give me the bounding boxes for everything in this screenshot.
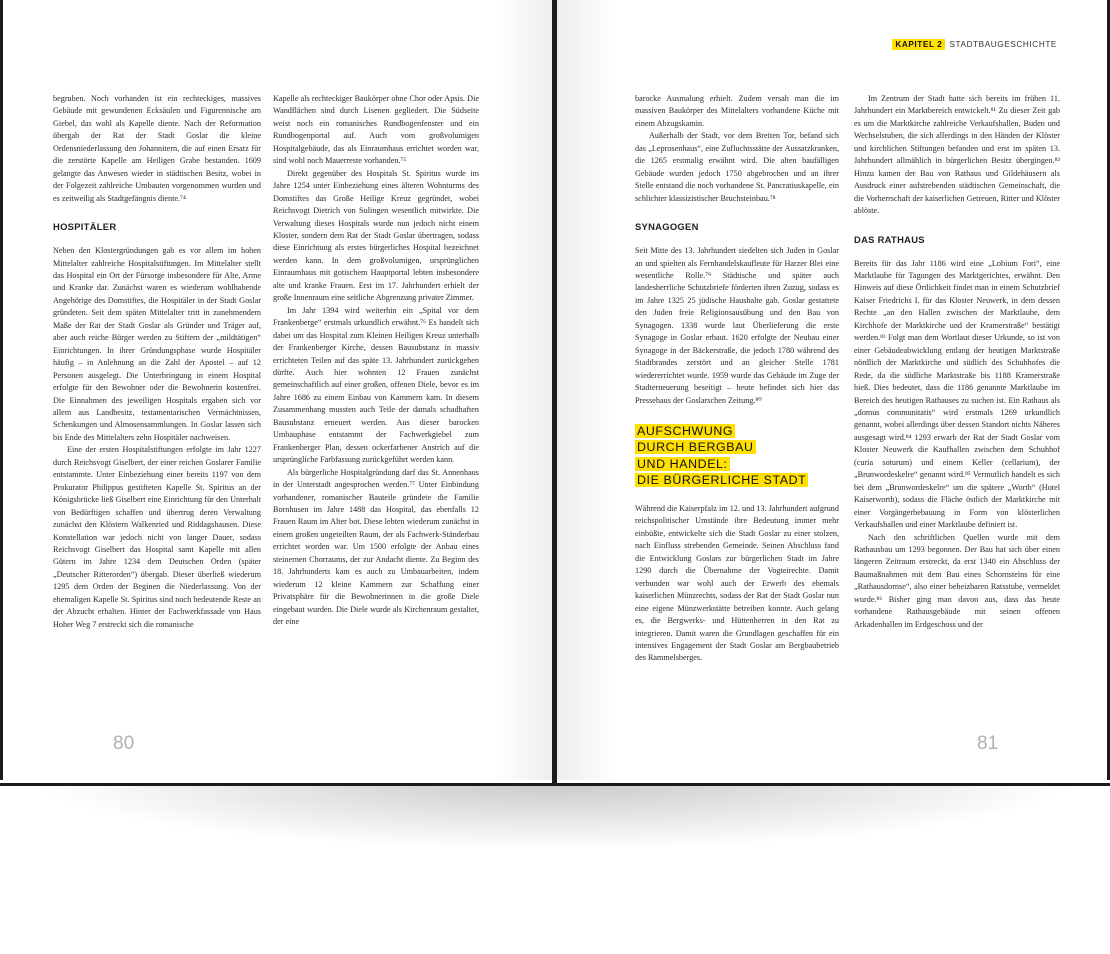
section-heading-synagogen: SYNAGOGEN (635, 221, 699, 233)
page-number-right: 81 (977, 733, 999, 754)
paragraph: Im Zentrum der Stadt hatte sich bereits im frühen 11. Jahrhundert ein Marktbereich entwickelt.⁸¹ Zu dieser Zeit gab es um die Marktkirche zahlreiche Verkaufshallen, Buden und Wechselstuben, die sich allerdings in den Händen der Klöster und kirchlichen Stiftungen befanden und erst im späten 13. Jahrhundert allmählich in bürgerlichen Besitz übergingen.⁸² Hinzu kamen der Bau von Rathaus und Gildehäusern als Ausdruck einer aufstrebenden städtischen Gemeinschaft, die die Vorherrschaft der kaiserlichen Getreuen, Ritter und Klöster ablöste. (854, 94, 1060, 216)
paragraph: Außerhalb der Stadt, vor dem Breiten Tor, befand sich das „Leprosenhaus“, eine Zufluchtsstätte der Aussatzkranken, die 1265 erstmalig erwähnt wird. Die alten baufälligen Gebäude wurden jedoch 1750 abgebrochen und an ihrer Stelle entstand die noch vorhandene St. Pancratiuskapelle, ein schlichter klassizistischer Bruchsteinbau.⁷⁸ (635, 131, 839, 203)
page-number-left: 80 (113, 733, 135, 754)
paragraph: Kapelle als rechteckiger Baukörper ohne Chor oder Apsis. Die Wandflächen sind durch Lisenen gegliedert. Die Südseite weist noch ein romanisches Rundbogenfenster und ein Rundbogenportal auf. Auch vom großvolumigen Hospitalgebäude, das als Einraumhaus errichtet worden war, sind wohl noch Mauerreste vorhanden.⁷⁵ (273, 94, 479, 166)
left-page-column-2 (273, 93, 479, 628)
paragraph: Im Jahr 1394 wird weiterhin ein „Spital vor dem Frankenberge“ erstmals urkundlich erwähnt.⁷⁶ Es handelt sich dabei um das Hospital zum Kleinen Heiligen Kreuz unterhalb der Frankenberger Kirche, dessen Bausubstanz in massiv errichteten Teilen auf das späte 13. Jahrhundert zurückgehen dürfte. Auch hier wohnten 12 Frauen zunächst gemeinschaftlich auf einer großen, offenen Diele, bevor es im Jahre 1686 zu einem Einbau von Kammern kam. In diesem Zusammenhang mussten auch Teile der damals schadhaften Bausubstanz erneuert werden. Aus dieser barocken Umbauphase entstammt der Fachwerkgiebel zum Frankenberger Plan, dessen ockerfarbener Anstrich auf die ursprüngliche Farbfassung zurückgeführt werden kann. (273, 305, 479, 465)
running-head-section: STADTBAUGESCHICHTE (949, 40, 1057, 49)
section-heading-hospitaeler: HOSPITÄLER (53, 221, 117, 233)
section-heading-rathaus: DAS RATHAUS (854, 233, 925, 245)
paragraph: Direkt gegenüber des Hospitals St. Spiritus wurde im Jahre 1254 unter Einbeziehung eines älteren Wohnturms des Domstiftes das Große Heilige Kreuz gegründet, wobei Reichsvogt Dietrich von Sulingen wesentlich mitwirkte. Die Verwaltung dieses Hospitals wurde nun jedoch nicht einem Kloster, sondern dem Rat der Stadt Goslar übertragen, sodass diese Einrichtung als erstes bürgerliches Hospital bezeichnet werden kann. In dem großvolumigen, ursprünglichen Einraumhaus mit gotischem Hauptportal lebten insbesondere alte und kranke Frauen. Erst im 17. Jahrhundert erhielt der große Innenraum eine seitliche Abgrenzung privater Zimmer. (273, 168, 479, 303)
paragraph: Als bürgerliche Hospitalgründung darf das St. Annenhaus in der Unterstadt angesprochen werden.⁷⁷ Unter Einbindung vorhandener, romanischer Bauteile gründete die Familie Bornhusen im Jahre 1488 das Hospital, das ebenfalls 12 Frauen Raum im Alter bot. Diese lebten wiederum zunächst in einem großen ungeteilten Raum, der als Fachwerk-Ständerbau errichtet worden war. Um 1500 erfolgte der Anbau eines steinernen Chorraums, der zur Andacht diente. Zu Beginn des 18. Jahrhunderts kam es auch zu Umbauarbeiten, indem wiederum 12 kleine Kammern zur Schaffung einer Privatsphäre für die Bewohnerinnen in die große Diele eingebaut wurden. Die Diele wurde als Kirchenraum gestaltet, der eine (273, 467, 479, 627)
right-page (557, 0, 1110, 780)
chapter-title-line: DIE BÜRGERLICHE STADT (637, 473, 807, 488)
left-page (0, 0, 553, 780)
left-page-column-1 (53, 93, 261, 631)
paragraph: Neben den Klostergründungen gab es vor allem im hohen Mittelalter zahlreiche Hospitalstiftungen. Im Mittelalter stellt das Hospital ein Ort der Fürsorge insbesondere für Alte, Arme und Kranke dar. Zunächst waren es wiederum wohlhabende Angehörige des Domstiftes, die Hospitäler in der Stadt Goslar gründeten. Seit dem späten Mittelalter tritt in zunehmendem Maße der Rat der Stadt Goslar als Gründer und Träger auf, aber auch reiche Bürger werden zu Stiftern der „mildtätigen“ Einrichtungen. In ihrer Gründungsphase wurde Hospitäler häufig – in Anlehnung an die Zahl der Apostel – auf 12 Personen ausgelegt. Die Unterbringung in einem Hospital erfolgte für den Bewohner oder die Bewohnerin kostenfrei. Die Einnahmen des jeweiligen Hospitals ergaben sich vor allem aus Landbesitz, testamentarischen Vermächtnissen, Schenkungen und Almosensammlungen. In Goslar lassen sich bis Ende des Mittelalters zehn Hospitäler nachweisen. (53, 246, 261, 442)
paragraph: Seit Mitte des 13. Jahrhundert siedelten sich Juden in Goslar an und spielten als Fernhandelskaufleute für Harzer Blei eine wesentliche Rolle.⁷⁹ Städtische und später auch landesherrliche Schutzbriefe förderten ihren Zuzug, sodass es im Jahre 1325 25 jüdische Haushalte gab. Goslar gestattete den Juden freie Religionsausübung und den Bau von Synagogen. 1338 wurde laut Überlieferung die erste Synagoge in Goslar erbaut. 1620 erfolgte der Neubau einer Synagoge in der Bäckerstraße, die jedoch 1780 während des Stadtbrandes zerstört und an gleicher Stelle 1781 wiedererrichtet wurde. 1959 wurde das Gebäude im Zuge der Stadterneuerung beseitigt – heute befindet sich hier das Pressehaus der Goslarschen Zeitung.⁸⁰ (635, 246, 839, 405)
chapter-title (635, 423, 839, 489)
paragraph: barocke Ausmalung erhielt. Zudem versah man die im massiven Baukörper des Mittelalters vorhandene Küche mit einem Abzugskamin. (635, 94, 839, 128)
paragraph: Bereits für das Jahr 1186 wird eine „Lobium Fori“, eine Marktlaube für Tagungen des Marktgerichtes, erwähnt. Den Hinweis auf diese Örtlichkeit findet man in einem Schutzbrief Kaiser Friedrichs I. für das Kloster Neuwerk, in dem dessen Rechte „an den Hallen zwischen der Marktlaube, dem Kirchhofe der Marktkirche und der Kramerstraße“ bestätigt werden.⁸³ Folgt man dem Wortlaut dieser Urkunde, so ist von einer Gebäudeabwicklung entlang der heutigen Marktstraße nördlich der Marktkirche und südlich des Schuhhofes die Rede, da die südliche Marktstraße bis 1188 Kramerstraße hieß. Dies bedeutet, dass die 1186 genannte Marktlaube im Bereich des heutigen Rathauses zu suchen ist. Ein Rathaus als „domus communitatis“ wird erstmals 1269 urkundlich genannt, wobei allerdings über dessen Standort nichts Näheres ausgesagt wird.⁸⁴ 1293 erwarb der Rat der Stadt Goslar vom Kloster Neuwerk die Kaufhallen zwischen dem Schuhhof (curia soturum) und einem Keller (cellarium), der „Brunwordeskelre“ genannt wird.⁸⁵ Vermutlich handelt es sich bei dem „Brunwordeskelre“ um die spätere „Worth“ (Hotel Kaiserworth), sodass die Fläche östlich der Marktkirche mit einer Vorgängerbebauung in Form von klösterlichen Verkaufshallen und einer Marktlaube definiert ist. (854, 258, 1060, 530)
right-page-column-2 (854, 93, 1060, 631)
running-head (892, 40, 1057, 49)
paragraph: Eine der ersten Hospitalstiftungen erfolgte im Jahr 1227 durch Reichsvogt Giselbert, der einer reichen Goslarer Familie entstammte. Unter Einbeziehung einer bereits 1197 von dem Prokurator Philippus gestifteten Kapelle St. Spiritus an der Königsbrücke ließ Giselbert eine Einrichtung für den Unterhalt von Bedürftigen schaffen und übertrug deren Verwaltung zunächst den Klöstern Walkenried und Riddagshausen. Diese Konstellation war jedoch nicht von langer Dauer, sodass Reichsvogt Giselbert das Hospital samt Kapelle mit allen Gütern im Jahre 1234 dem Deutschen Orden (später „Deutscher Ritterorden“) übergab. Dieser überließ wiederum 1295 dem Orden der Beginen die Niederlassung. Von der ehemaligen Kapelle St. Spiritus sind noch bedeutende Reste an der Abzucht erhalten. Hinter der Fachwerkfassade von Haus Hoher Weg 7 erstreckt sich die romanische (53, 445, 261, 629)
paragraph: begruben. Noch vorhanden ist ein rechteckiges, massives Gebäude mit gewundenen Ecksäulen und Figurennische am Giebel, das wohl als Kapelle diente. Nach der Reformation übergab der Rat der Stadt Goslar die kleine Ordensniederlassung den Johannitern, die auf einen Ersatz für die zerstörte Kapelle am Heiligen Grabe bestanden. 1609 gelangte das Anwesen wieder in städtischen Besitz, wobei in der Folgezeit zahlreiche Umbauten vorgenommen wurden und es zeitweilig als Stadtgefängnis diente.⁷⁴ (53, 94, 261, 203)
chapter-title-line: DURCH BERGBAU (637, 440, 754, 455)
chapter-tag: KAPITEL 2 (892, 39, 945, 50)
paragraph: Während die Kaiserpfalz im 12. und 13. Jahrhundert aufgrund reichspolitischer Umstände ihre Bedeutung immer mehr einbüßte, entwickelte sich die Stadt Goslar zu einer stolzen, nach Einfluss strebenden Gemeinde. Seinen Abschluss fand die Entwicklung Goslars zur bürgerlichen Stadt im Jahre 1290 durch die Übernahme der Vogteirechte. Damit verbunden war wohl auch der Erwerb des ehemals kaiserlichen Münzrechts, sodass der Rat der Stadt Goslar nun eine eigene Münzwerkstätte betreiben konnte. Auch gelang es, die Bergwerks- und Hüttenherren in den Rat zu integrieren. Damit waren die Grundlagen geschaffen für ein intensives Engagement der Stadt Goslar am Bergbaubetrieb des Rammelsberges. (635, 503, 839, 663)
chapter-title-line: AUFSCHWUNG (637, 423, 734, 438)
right-page-column-1 (635, 93, 839, 665)
paragraph: Nach den schriftlichen Quellen wurde mit dem Rathausbau um 1293 begonnen. Der Bau hat sich über einen längeren Zeitraum erstreckt, da erst 1340 ein Abschluss der Baumaßnahmen mit dem Bau eines Schornsteins für eine „Rathausdornse“, also einer beheizbaren Ratsstube, vermeldet wurde.⁸⁶ Bisher ging man davon aus, dass das heute vorhandene Rathausgebäude mit seinen offenen Arkadenhallen im Erdgeschoss und der (854, 532, 1060, 629)
book-shadow (30, 780, 1080, 850)
chapter-title-line: UND HANDEL: (637, 456, 728, 471)
